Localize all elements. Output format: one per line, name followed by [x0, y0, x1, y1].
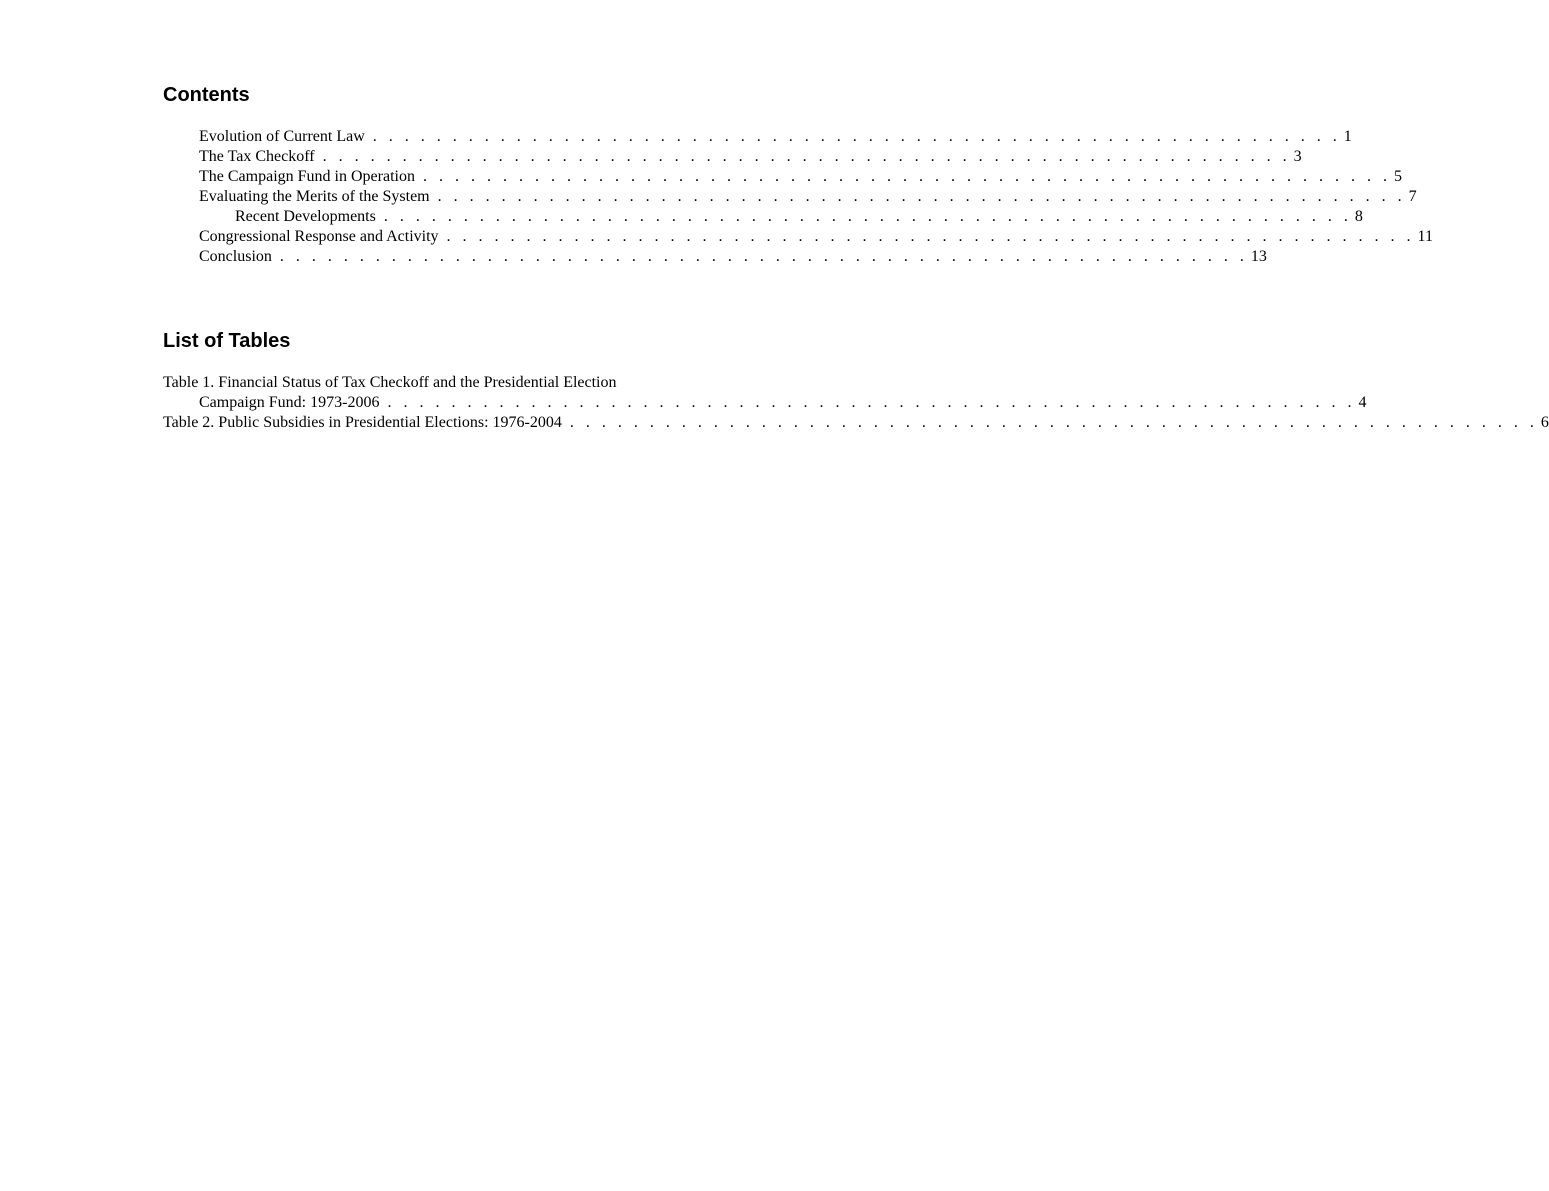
- dot-leader: . . . . . . . . . . . . . . . . . . . . . . . . . . . . . . . . . . . . . . . . . . . . . . . . . . . . . . . . . . . . .: [569, 414, 1538, 431]
- table-entry-1[interactable]: [199, 393, 1367, 413]
- table-entry-label: Campaign Fund: 1973-2006: [199, 394, 380, 411]
- table-entry-label: Table 2. Public Subsidies in Presidential Elections: 1976-2004: [163, 414, 562, 431]
- table-entry-page-number: 4: [1358, 394, 1367, 411]
- toc-entry-page-number: 1: [1343, 128, 1352, 145]
- dot-leader: . . . . . . . . . . . . . . . . . . . . . . . . . . . . . . . . . . . . . . . . . . . . . . . . . . . . . . . . . . . . .: [322, 148, 1291, 165]
- table-entry-2[interactable]: [163, 413, 1549, 433]
- toc-entry-recent-developments[interactable]: [235, 207, 1363, 227]
- toc-entry-label: Recent Developments: [235, 208, 376, 225]
- toc-entry-evaluating-the-merits[interactable]: [199, 187, 1417, 207]
- toc-entry-page-number: 8: [1354, 208, 1363, 225]
- dot-leader: . . . . . . . . . . . . . . . . . . . . . . . . . . . . . . . . . . . . . . . . . . . . . . . . . . . . . . . . . . . . .: [279, 248, 1248, 265]
- toc-entry-campaign-fund-in-operation[interactable]: [199, 167, 1402, 187]
- dot-leader: . . . . . . . . . . . . . . . . . . . . . . . . . . . . . . . . . . . . . . . . . . . . . . . . . . . . . . . . . . . . .: [383, 208, 1352, 225]
- contents-heading: Contents: [163, 84, 250, 106]
- toc-entry-label: The Tax Checkoff: [199, 148, 315, 165]
- toc-entry-the-tax-checkoff[interactable]: [199, 147, 1302, 167]
- toc-entry-page-number: 5: [1393, 168, 1402, 185]
- dot-leader: . . . . . . . . . . . . . . . . . . . . . . . . . . . . . . . . . . . . . . . . . . . . . . . . . . . . . . . . . . . . .: [372, 128, 1341, 145]
- toc-entry-label: The Campaign Fund in Operation: [199, 168, 415, 185]
- toc-entry-label: Conclusion: [199, 248, 272, 265]
- dot-leader: . . . . . . . . . . . . . . . . . . . . . . . . . . . . . . . . . . . . . . . . . . . . . . . . . . . . . . . . . . . . .: [446, 228, 1415, 245]
- dot-leader: . . . . . . . . . . . . . . . . . . . . . . . . . . . . . . . . . . . . . . . . . . . . . . . . . . . . . . . . . . . . .: [422, 168, 1391, 185]
- table-entry-page-number: 6: [1540, 414, 1549, 431]
- toc-entry-page-number: 7: [1408, 188, 1417, 205]
- toc-entry-page-number: 11: [1417, 228, 1433, 245]
- toc-entry-label: Evolution of Current Law: [199, 128, 365, 145]
- toc-entry-evolution-of-current-law[interactable]: [199, 127, 1352, 147]
- toc-entry-conclusion[interactable]: [199, 247, 1267, 267]
- toc-entry-congressional-response[interactable]: [199, 227, 1433, 247]
- toc-entry-page-number: 13: [1250, 248, 1267, 265]
- dot-leader: . . . . . . . . . . . . . . . . . . . . . . . . . . . . . . . . . . . . . . . . . . . . . . . . . . . . . . . . . . . . .: [437, 188, 1406, 205]
- toc-entry-label: Congressional Response and Activity: [199, 228, 439, 245]
- dot-leader: . . . . . . . . . . . . . . . . . . . . . . . . . . . . . . . . . . . . . . . . . . . . . . . . . . . . . . . . . . . . .: [387, 394, 1356, 411]
- list-of-tables-heading: List of Tables: [163, 330, 291, 352]
- toc-entry-page-number: 3: [1293, 148, 1302, 165]
- toc-entry-label: Evaluating the Merits of the System: [199, 188, 430, 205]
- table-entry-1-first-line[interactable]: Table 1. Financial Status of Tax Checkoff and the Presidential Election: [163, 374, 617, 391]
